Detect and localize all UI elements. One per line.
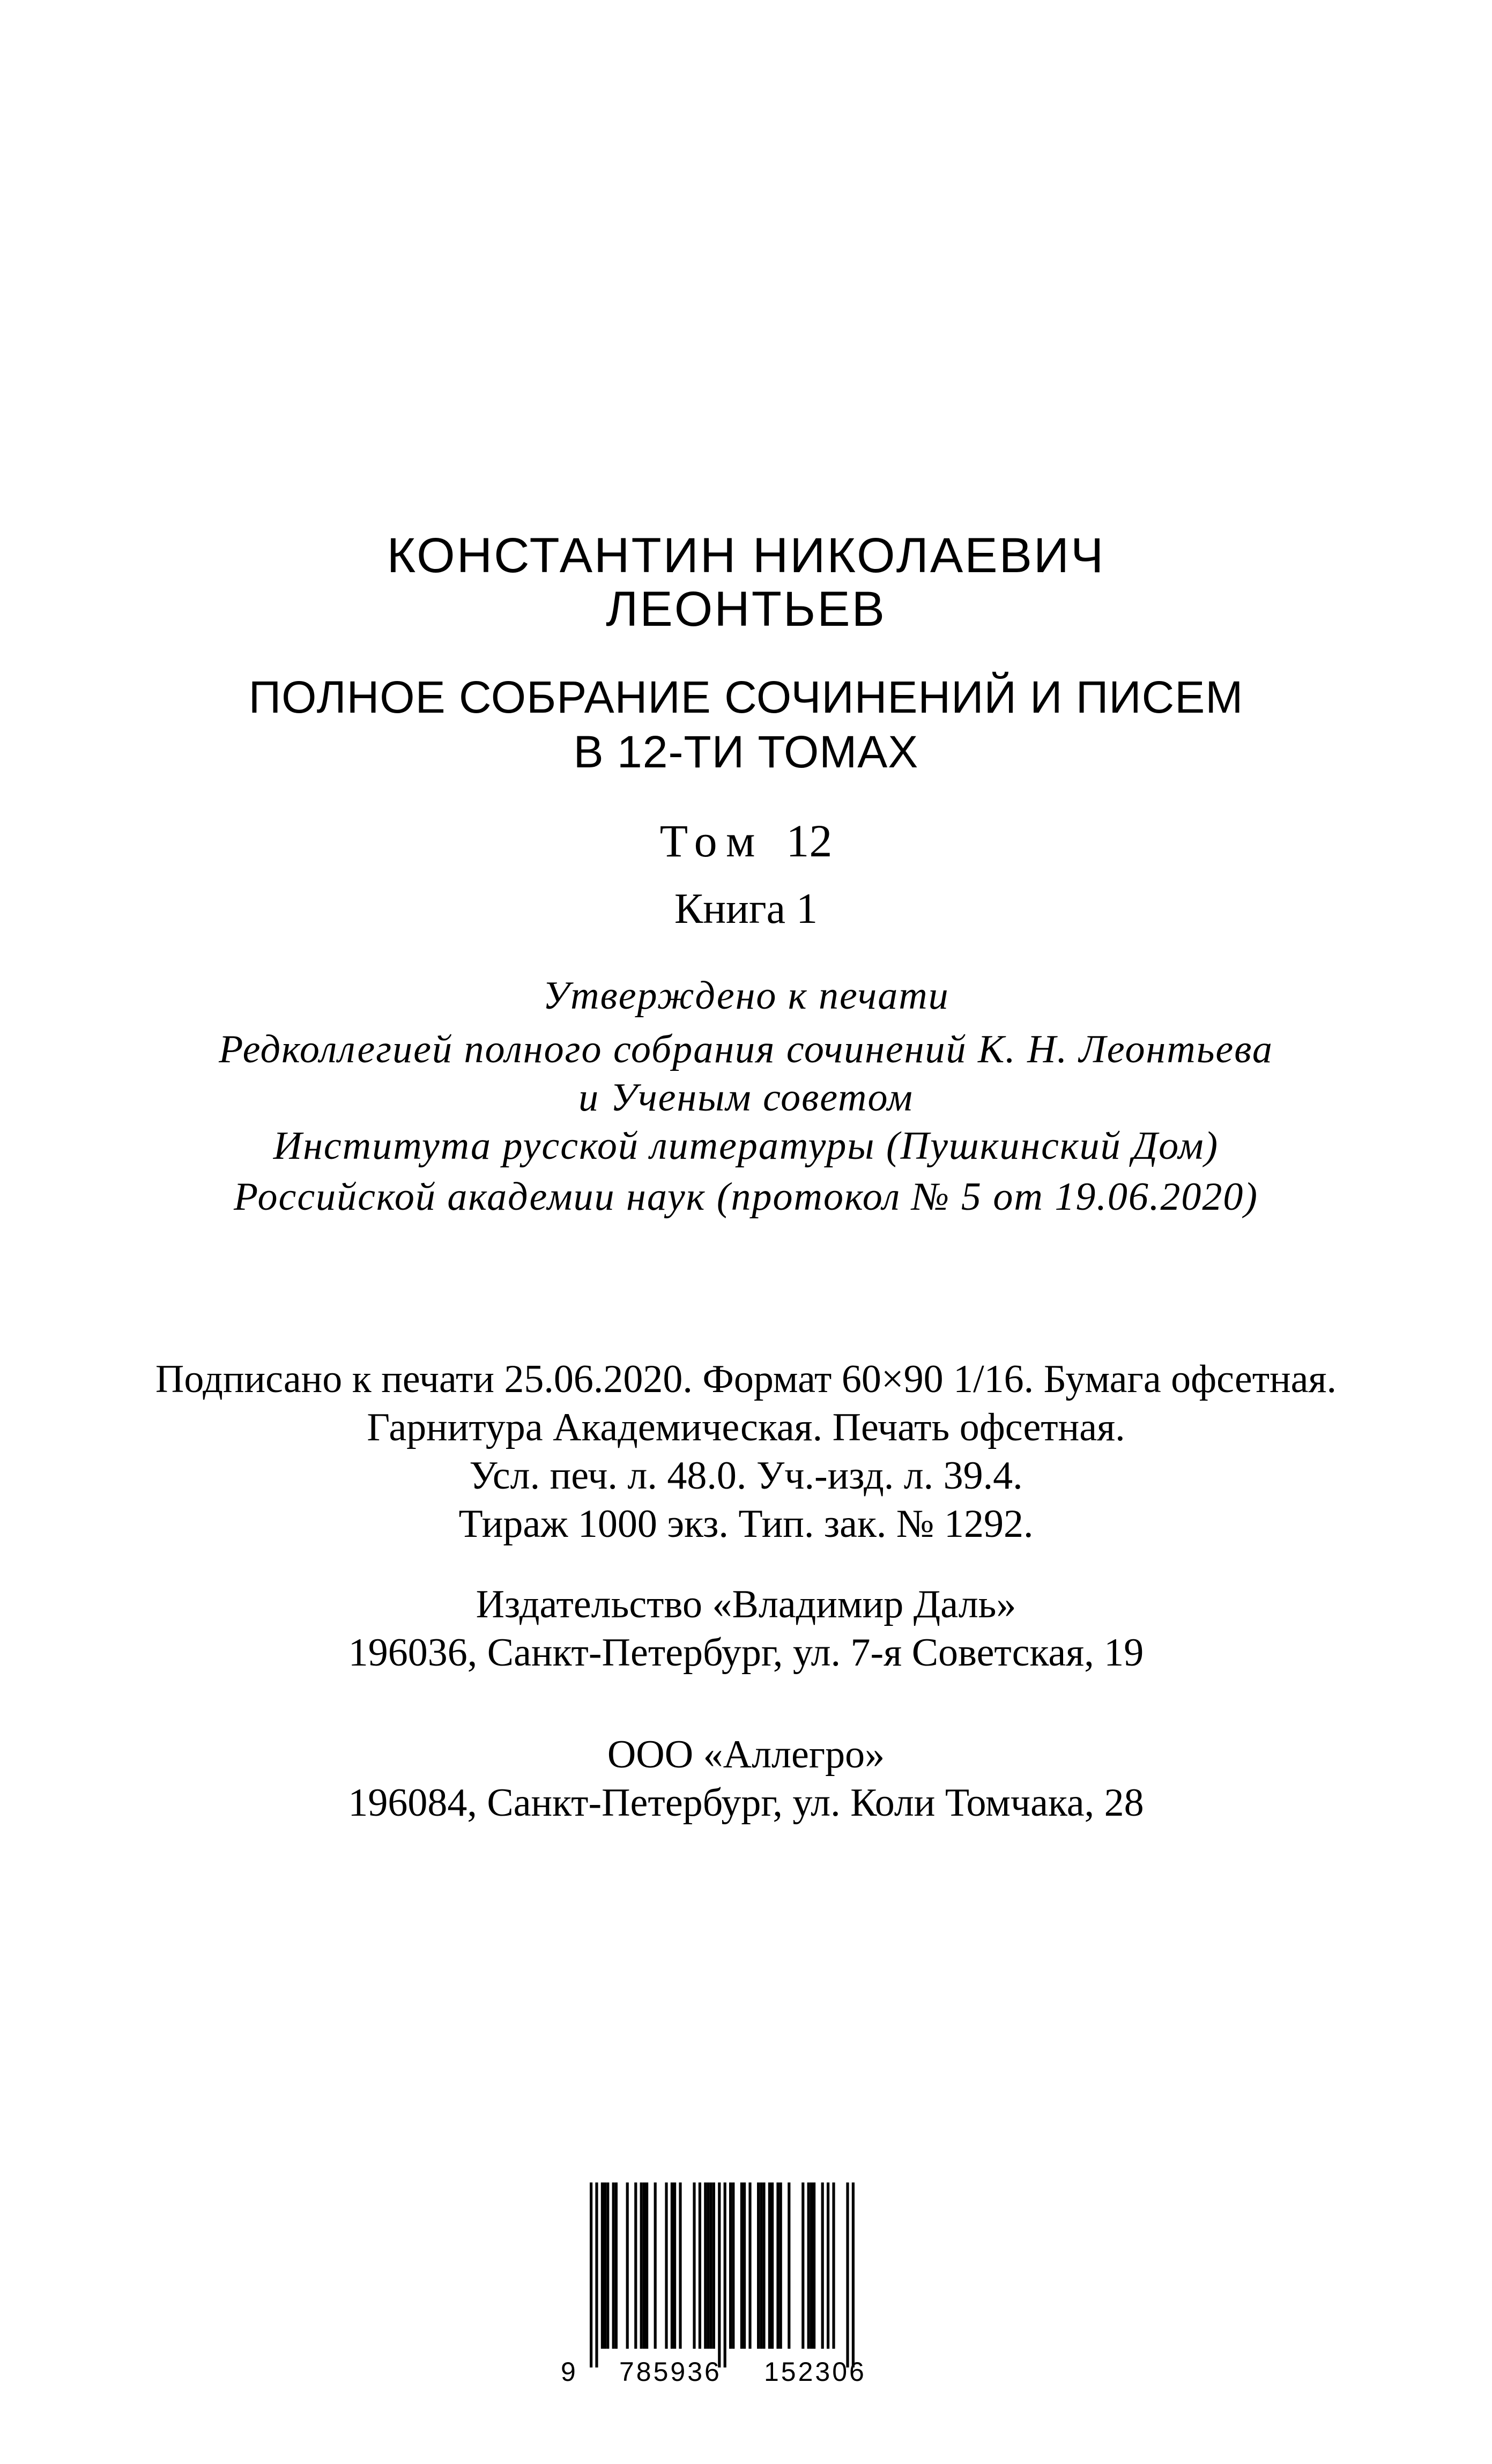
- barcode-bar: [615, 2182, 618, 2349]
- isbn-barcode: [558, 2182, 901, 2386]
- barcode-bar: [768, 2182, 771, 2349]
- author-surname: ЛЕОНТЬЕВ: [605, 582, 887, 637]
- barcode-bar: [807, 2182, 810, 2349]
- barcode-bar: [740, 2182, 743, 2349]
- barcode-bar: [604, 2182, 606, 2349]
- approval-line-3: и Ученым советом: [578, 1076, 914, 1120]
- approval-line-1: Утверждено к печати: [543, 974, 949, 1018]
- barcode-bars: [590, 2182, 855, 2367]
- barcode-bar: [590, 2182, 592, 2367]
- series-title: ПОЛНОЕ СОБРАНИЕ СОЧИНЕНИЙ И ПИСЕМ: [248, 672, 1244, 722]
- barcode-bar: [732, 2182, 734, 2349]
- barcode-bar: [640, 2182, 643, 2349]
- barcode-bar: [776, 2182, 779, 2349]
- author-first-names: КОНСТАНТИН НИКОЛАЕВИЧ: [387, 528, 1105, 583]
- imprint-line-4: Тираж 1000 экз. Тип. зак. № 1292.: [458, 1502, 1034, 1546]
- approval-line-2: Редколлегией полного собрания сочинений К. Н. Леонтьева: [219, 1027, 1273, 1071]
- barcode-bar: [643, 2182, 645, 2349]
- barcode-bar: [645, 2182, 648, 2349]
- barcode-bar: [771, 2182, 774, 2349]
- barcode-bar: [679, 2182, 681, 2349]
- barcode-bar: [634, 2182, 637, 2349]
- barcode-bar: [743, 2182, 746, 2349]
- barcode-bar: [762, 2182, 765, 2349]
- barcode-graphic: [558, 2182, 901, 2386]
- barcode-bar: [601, 2182, 604, 2349]
- barcode-bar: [813, 2182, 815, 2349]
- barcode-bar: [780, 2182, 782, 2349]
- barcode-bar: [821, 2182, 824, 2349]
- barcode-bar: [612, 2182, 615, 2349]
- printer-address: 196084, Санкт-Петербург, ул. Коли Томчака, 28: [348, 1781, 1144, 1825]
- barcode-digits-left: 785936: [619, 2357, 722, 2386]
- barcode-bar: [729, 2182, 732, 2349]
- approval-line-5: Российской академии наук (протокол № 5 от 19.06.2020): [233, 1175, 1259, 1219]
- barcode-bar: [699, 2182, 701, 2349]
- barcode-bar: [827, 2182, 829, 2349]
- barcode-bar: [757, 2182, 760, 2349]
- barcode-bar: [760, 2182, 762, 2349]
- barcode-bar: [712, 2182, 715, 2349]
- barcode-bar: [788, 2182, 790, 2349]
- barcode-bar: [626, 2182, 629, 2349]
- barcode-lead-digit: 9: [561, 2357, 576, 2386]
- barcode-bar: [810, 2182, 813, 2349]
- barcode-bar: [671, 2182, 673, 2349]
- barcode-bar: [595, 2182, 598, 2367]
- printer-name: ООО «Аллегро»: [607, 1733, 885, 1777]
- barcode-bar: [665, 2182, 667, 2349]
- barcode-bar: [852, 2182, 855, 2367]
- barcode-bar: [704, 2182, 707, 2349]
- imprint-line-2: Гарнитура Академическая. Печать офсетная.: [367, 1405, 1125, 1449]
- publisher-name: Издательство «Владимир Даль»: [476, 1582, 1016, 1626]
- imprint-line-3: Усл. печ. л. 48.0. Уч.-изд. л. 39.4.: [469, 1454, 1023, 1498]
- barcode-bar: [654, 2182, 657, 2349]
- approval-line-4: Института русской литературы (Пушкинский Дом): [273, 1124, 1219, 1168]
- barcode-bar: [718, 2182, 721, 2367]
- barcode-bar: [801, 2182, 804, 2349]
- series-subtitle: В 12-ТИ ТОМАХ: [573, 727, 919, 777]
- book-number: Книга 1: [674, 885, 818, 933]
- barcode-bar: [846, 2182, 849, 2367]
- barcode-bar: [832, 2182, 835, 2349]
- barcode-bar: [707, 2182, 709, 2349]
- barcode-bar: [710, 2182, 712, 2349]
- imprint-line-1: Подписано к печати 25.06.2020. Формат 60×90 1/16. Бумага офсетная.: [155, 1357, 1337, 1401]
- barcode-bar: [748, 2182, 751, 2349]
- volume-label: Том: [659, 815, 765, 867]
- barcode-bar: [606, 2182, 609, 2349]
- barcode-bar: [673, 2182, 676, 2349]
- barcode-bar: [693, 2182, 695, 2349]
- barcode-digits-right: 152306: [764, 2357, 866, 2386]
- barcode-bar: [724, 2182, 726, 2367]
- publisher-address: 196036, Санкт-Петербург, ул. 7-я Советская, 19: [348, 1631, 1144, 1675]
- volume-number: 12: [786, 815, 833, 867]
- volume-line: [0, 815, 1492, 867]
